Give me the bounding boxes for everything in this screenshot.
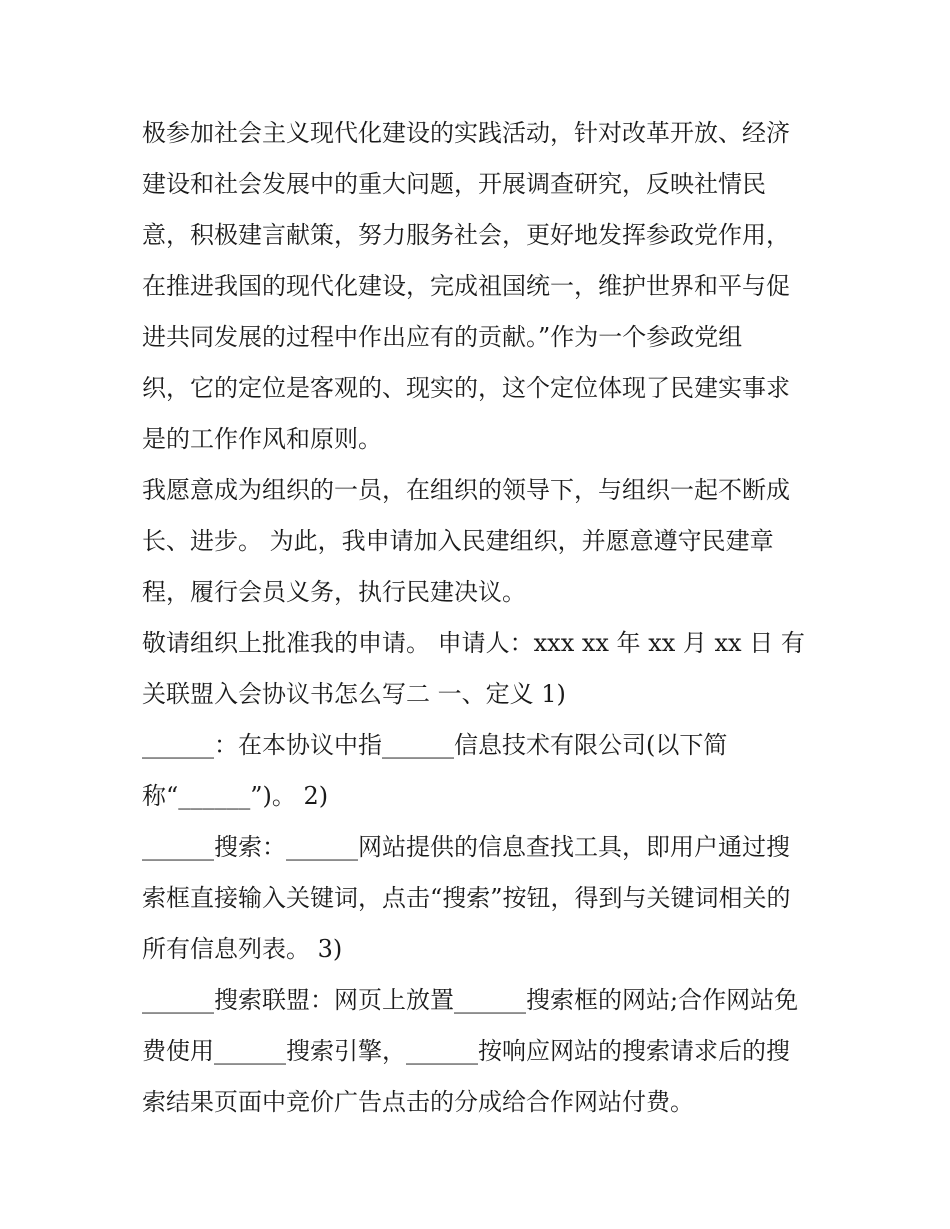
text-line: 关联盟入会协议书怎么写二 一、定义 1) [142,680,566,708]
text-line: 索框直接输入关键词，点击“搜索”按钮，得到与关键词相关的 [142,884,791,912]
text-line: 极参加社会主义现代化建设的实践活动，针对改革开放、经济 [142,119,790,147]
text-line: 所有信息列表。 3) [142,935,343,963]
text-line: 织，它的定位是客观的、现实的，这个定位体现了民建实事求 [142,374,790,402]
text-line: 在推进我国的现代化建设，完成祖国统一，维护世界和平与促 [142,272,790,300]
text-line: ______搜索：______网站提供的信息查找工具，即用户通过搜 [142,833,790,861]
text-line: 费使用______搜索引擎，______按响应网站的搜索请求后的搜 [142,1037,790,1065]
text-line: 称“______”)。 2) [142,782,329,810]
text-line: 我愿意成为组织的一员，在组织的领导下，与组织一起不断成 [142,476,790,504]
text-line: 长、进步。 为此，我申请加入民建组织，并愿意遵守民建章 [142,527,774,555]
text-line: ______：在本协议中指______信息技术有限公司(以下简 [142,731,728,759]
text-line: 进共同发展的过程中作出应有的贡献。”作为一个参政党组 [142,323,743,351]
text-line: 意，积极建言献策，努力服务社会，更好地发挥参政党作用， [142,221,790,249]
text-line: 敬请组织上批准我的申请。 申请人：xxx xx 年 xx 月 xx 日 有 [142,629,805,657]
text-line: 索结果页面中竞价广告点击的分成给合作网站付费。 [142,1088,694,1116]
text-line: 程，履行会员义务，执行民建决议。 [142,578,526,606]
document-body [142,108,822,1128]
text-line: ______搜索联盟：网页上放置______搜索框的网站;合作网站免 [142,986,799,1014]
text-line: 建设和社会发展中的重大问题，开展调查研究，反映社情民 [142,170,766,198]
text-line: 是的工作作风和原则。 [142,425,382,453]
